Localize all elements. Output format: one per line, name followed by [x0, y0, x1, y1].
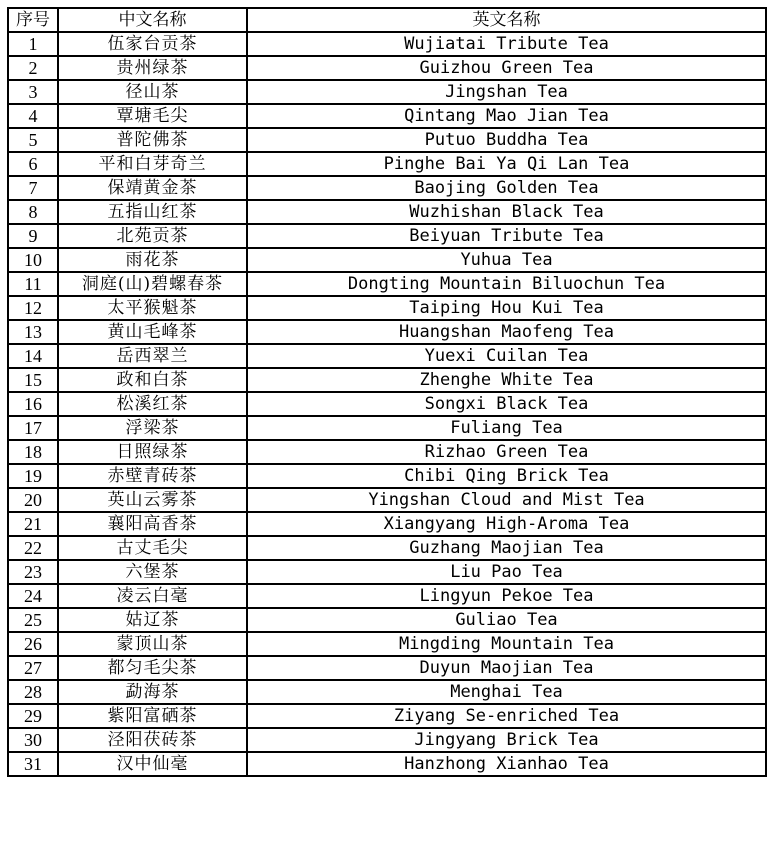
table-body: [8, 32, 766, 776]
serial-number-cell: 11: [8, 272, 58, 296]
serial-number-cell: 15: [8, 368, 58, 392]
chinese-name-cell: 勐海茶: [58, 680, 247, 704]
english-name-cell: Dongting Mountain Biluochun Tea: [247, 272, 766, 296]
chinese-name-cell: 紫阳富硒茶: [58, 704, 247, 728]
table-row: [8, 656, 766, 680]
header-english-name: 英文名称: [247, 8, 766, 32]
english-name-cell: Wuzhishan Black Tea: [247, 200, 766, 224]
serial-number-cell: 1: [8, 32, 58, 56]
chinese-name-cell: 松溪红茶: [58, 392, 247, 416]
serial-number-cell: 29: [8, 704, 58, 728]
serial-number-cell: 10: [8, 248, 58, 272]
table-row: [8, 608, 766, 632]
table-row: [8, 728, 766, 752]
table-header: [8, 8, 766, 32]
serial-number-cell: 21: [8, 512, 58, 536]
table-row: [8, 536, 766, 560]
serial-number-cell: 26: [8, 632, 58, 656]
table-row: [8, 248, 766, 272]
serial-number-cell: 31: [8, 752, 58, 776]
chinese-name-cell: 覃塘毛尖: [58, 104, 247, 128]
english-name-cell: Baojing Golden Tea: [247, 176, 766, 200]
chinese-name-cell: 汉中仙毫: [58, 752, 247, 776]
chinese-name-cell: 保靖黄金茶: [58, 176, 247, 200]
chinese-name-cell: 伍家台贡茶: [58, 32, 247, 56]
english-name-cell: Ziyang Se-enriched Tea: [247, 704, 766, 728]
chinese-name-cell: 普陀佛茶: [58, 128, 247, 152]
english-name-cell: Jingyang Brick Tea: [247, 728, 766, 752]
serial-number-cell: 8: [8, 200, 58, 224]
serial-number-cell: 14: [8, 344, 58, 368]
serial-number-cell: 5: [8, 128, 58, 152]
serial-number-cell: 25: [8, 608, 58, 632]
serial-number-cell: 19: [8, 464, 58, 488]
serial-number-cell: 23: [8, 560, 58, 584]
english-name-cell: Mingding Mountain Tea: [247, 632, 766, 656]
chinese-name-cell: 北苑贡茶: [58, 224, 247, 248]
chinese-name-cell: 赤壁青砖茶: [58, 464, 247, 488]
table-row: [8, 440, 766, 464]
table-row: [8, 392, 766, 416]
table-row: [8, 344, 766, 368]
english-name-cell: Menghai Tea: [247, 680, 766, 704]
table-row: [8, 176, 766, 200]
english-name-cell: Guzhang Maojian Tea: [247, 536, 766, 560]
chinese-name-cell: 泾阳茯砖茶: [58, 728, 247, 752]
english-name-cell: Fuliang Tea: [247, 416, 766, 440]
english-name-cell: Lingyun Pekoe Tea: [247, 584, 766, 608]
chinese-name-cell: 雨花茶: [58, 248, 247, 272]
chinese-name-cell: 岳西翠兰: [58, 344, 247, 368]
english-name-cell: Yuexi Cuilan Tea: [247, 344, 766, 368]
english-name-cell: Wujiatai Tribute Tea: [247, 32, 766, 56]
chinese-name-cell: 英山云雾茶: [58, 488, 247, 512]
english-name-cell: Qintang Mao Jian Tea: [247, 104, 766, 128]
chinese-name-cell: 贵州绿茶: [58, 56, 247, 80]
english-name-cell: Hanzhong Xianhao Tea: [247, 752, 766, 776]
english-name-cell: Chibi Qing Brick Tea: [247, 464, 766, 488]
chinese-name-cell: 襄阳高香茶: [58, 512, 247, 536]
english-name-cell: Songxi Black Tea: [247, 392, 766, 416]
table-row: [8, 512, 766, 536]
chinese-name-cell: 政和白茶: [58, 368, 247, 392]
chinese-name-cell: 日照绿茶: [58, 440, 247, 464]
english-name-cell: Yuhua Tea: [247, 248, 766, 272]
english-name-cell: Taiping Hou Kui Tea: [247, 296, 766, 320]
serial-number-cell: 13: [8, 320, 58, 344]
serial-number-cell: 4: [8, 104, 58, 128]
serial-number-cell: 27: [8, 656, 58, 680]
table-row: [8, 272, 766, 296]
english-name-cell: Beiyuan Tribute Tea: [247, 224, 766, 248]
chinese-name-cell: 古丈毛尖: [58, 536, 247, 560]
chinese-name-cell: 平和白芽奇兰: [58, 152, 247, 176]
chinese-name-cell: 蒙顶山茶: [58, 632, 247, 656]
table-row: [8, 224, 766, 248]
table-row: [8, 416, 766, 440]
table-row: [8, 680, 766, 704]
table-row: [8, 200, 766, 224]
english-name-cell: Huangshan Maofeng Tea: [247, 320, 766, 344]
chinese-name-cell: 都匀毛尖茶: [58, 656, 247, 680]
serial-number-cell: 2: [8, 56, 58, 80]
chinese-name-cell: 太平猴魁茶: [58, 296, 247, 320]
english-name-cell: Xiangyang High-Aroma Tea: [247, 512, 766, 536]
english-name-cell: Jingshan Tea: [247, 80, 766, 104]
table-row: [8, 632, 766, 656]
table-row: [8, 80, 766, 104]
table-row: [8, 464, 766, 488]
table-row: [8, 56, 766, 80]
english-name-cell: Duyun Maojian Tea: [247, 656, 766, 680]
chinese-name-cell: 五指山红茶: [58, 200, 247, 224]
english-name-cell: Guizhou Green Tea: [247, 56, 766, 80]
english-name-cell: Rizhao Green Tea: [247, 440, 766, 464]
chinese-name-cell: 凌云白毫: [58, 584, 247, 608]
header-serial-number: 序号: [8, 8, 58, 32]
serial-number-cell: 24: [8, 584, 58, 608]
header-chinese-name: 中文名称: [58, 8, 247, 32]
tea-name-table: [7, 7, 767, 777]
serial-number-cell: 12: [8, 296, 58, 320]
english-name-cell: Pinghe Bai Ya Qi Lan Tea: [247, 152, 766, 176]
chinese-name-cell: 径山茶: [58, 80, 247, 104]
serial-number-cell: 30: [8, 728, 58, 752]
table-row: [8, 704, 766, 728]
serial-number-cell: 16: [8, 392, 58, 416]
serial-number-cell: 22: [8, 536, 58, 560]
table-row: [8, 368, 766, 392]
table-row: [8, 128, 766, 152]
table-row: [8, 584, 766, 608]
header-row: [8, 8, 766, 32]
serial-number-cell: 17: [8, 416, 58, 440]
serial-number-cell: 18: [8, 440, 58, 464]
chinese-name-cell: 姑辽茶: [58, 608, 247, 632]
serial-number-cell: 9: [8, 224, 58, 248]
english-name-cell: Liu Pao Tea: [247, 560, 766, 584]
serial-number-cell: 7: [8, 176, 58, 200]
english-name-cell: Guliao Tea: [247, 608, 766, 632]
table-row: [8, 320, 766, 344]
chinese-name-cell: 浮梁茶: [58, 416, 247, 440]
table-row: [8, 152, 766, 176]
table-row: [8, 560, 766, 584]
serial-number-cell: 6: [8, 152, 58, 176]
serial-number-cell: 28: [8, 680, 58, 704]
english-name-cell: Yingshan Cloud and Mist Tea: [247, 488, 766, 512]
table-row: [8, 752, 766, 776]
serial-number-cell: 20: [8, 488, 58, 512]
english-name-cell: Putuo Buddha Tea: [247, 128, 766, 152]
table-row: [8, 488, 766, 512]
table-row: [8, 104, 766, 128]
table-row: [8, 296, 766, 320]
english-name-cell: Zhenghe White Tea: [247, 368, 766, 392]
chinese-name-cell: 洞庭(山)碧螺春茶: [58, 272, 247, 296]
table-row: [8, 32, 766, 56]
chinese-name-cell: 六堡茶: [58, 560, 247, 584]
chinese-name-cell: 黄山毛峰茶: [58, 320, 247, 344]
serial-number-cell: 3: [8, 80, 58, 104]
